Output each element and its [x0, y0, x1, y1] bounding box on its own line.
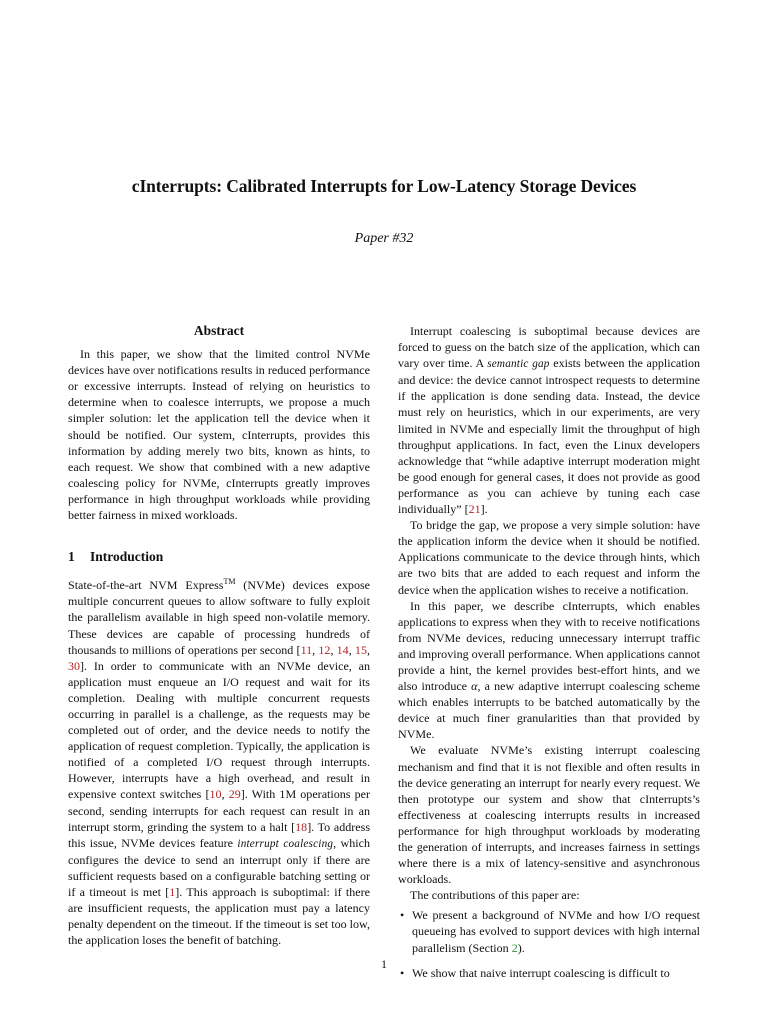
citation-link[interactable]: 1 [169, 885, 176, 899]
citation-link[interactable]: 15 [354, 642, 367, 657]
bullet-icon: • [400, 908, 405, 923]
list-item: • We show that naive interrupt coalescing is difficult to [400, 965, 670, 980]
defined-term: semantic gap [487, 358, 550, 371]
section-title: Introduction [90, 549, 164, 565]
abstract-text: In this paper, we show that the limited control NVMe devices have over notifications results in reduced performance or excessive interrupts. Instead of relying on heuristics to determine when to coalesce interrupts, we propose a much simpler solution: let the application tell the device when it should be notified. Our system, cInterrupts, provides this information by adding merely two bits, known as hints, to each request. We show that combined with a new adaptive coalescing policy for NVMe, cInterrupts greatly improves performance in high throughput workloads while providing better fairness in mixed workloads. [68, 347, 370, 523]
right-column [398, 323, 700, 990]
intro-paragraph-1: State-of-the-art NVM Express™ (NVMe) devices expose multiple concurrent queues to allow software to fully exploit the parallelism available in high speed non-volatile memory. These devices are capable of processing hundreds of thousands to millions of operations per second [11, 12, 14, 15, 30]. In order to communicate with an NVMe device, an application must enqueue an I/O request and wait for its completion. Dealing with multiple concurrent requests occurring in parallel is a challenge, as the requests may be completed out of order, and the device needs to notify the application of request completion. Typically, the application is notified of a completed I/O request through interrupts. However, interrupts have a high overhead, and result in expensive context switches [10, 29]. With 1M operations per second, sending interrupts for each request can result in an interrupt storm, grinding the system to a halt [18]. To address this issue, NVMe devices feature interrupt coalescing, which configures the device to send an interrupt only if there are sufficient requests based on a configurable batching setting or if a timeout is met [1]. This approach is suboptimal: if there are insufficient requests, the application must pay a latency penalty dependent on the timeout. If the timeout is set too low, the application loses the benefit of batching. [68, 577, 371, 948]
paper-subtitle: Paper #32 [354, 231, 414, 246]
intro-paragraph-3: To bridge the gap, we propose a very simple solution: have the application inform the device when it should be notified. Applications communicate to the device through hints, which are two bits that are added to each request and inform the device when the application wishes to receive a notification. [398, 518, 700, 597]
citation-link[interactable]: 18 [295, 819, 308, 834]
trademark-mark: TM [223, 577, 236, 587]
bullet-icon: • [400, 965, 405, 980]
citation-link[interactable]: 21 [468, 502, 481, 517]
citation-link[interactable]: 12 [318, 642, 331, 657]
citation-link[interactable]: 14 [336, 642, 349, 657]
list-item: • We present a background of NVMe and how I/O request queueing has evolved to support devices with high internal parallelism (Section 2). [400, 908, 700, 955]
abstract-heading: Abstract [193, 323, 245, 338]
section-heading-introduction [68, 549, 370, 565]
intro-paragraph-5: We evaluate NVMe’s existing interrupt coalescing mechanism and find that it is not flexible and often results in the device generating an interrupt for nearly every request. We then prototype our system and show that cInterrupts’s effectiveness at coalescing interrupts results in increased performance for high throughput workloads by moderating the generation of interrupts, and increases fairness in settings where there is a mix of latency-sensitive and asynchronous workloads. [398, 743, 700, 887]
section-link[interactable]: 2 [511, 940, 518, 955]
citation-link[interactable]: 11 [300, 642, 313, 657]
citation-link[interactable]: 29 [228, 787, 241, 802]
intro-paragraph-2: Interrupt coalescing is suboptimal because devices are forced to guess on the batch size of the application, which can vary over time. A semantic gap exists between the application and device: the device cannot introspect requests to determine if the application is done sending data. Instead, the device must rely on heuristics, which in our experiments, are very limited in NVMe and especially limit the throughput of high throughput applications. In fact, even the Linux developers acknowledge that “while adaptive interrupt moderation might be good enough for general cases, it does not provide as good performance as you can achieve by tuning each case individually” [21]. [398, 324, 700, 517]
left-column [68, 323, 370, 948]
page-number: 1 [381, 957, 387, 971]
alpha-symbol: α [471, 679, 478, 694]
citation-link[interactable]: 30 [68, 658, 81, 673]
section-number: 1 [68, 549, 75, 565]
intro-paragraph-6: The contributions of this paper are: [410, 888, 580, 903]
citation-link[interactable]: 10 [209, 787, 222, 802]
paper-title: cInterrupts: Calibrated Interrupts for Low-Latency Storage Devices [131, 176, 637, 196]
defined-term: interrupt coalescing [237, 837, 334, 850]
intro-paragraph-4: In this paper, we describe cInterrupts, which enables applications to express when they with to receive notifications from NVMe devices, reducing unnecessary interrupt traffic and improving overall performance. When applications cannot provide a hint, the kernel provides best-effort hints, and we also introduce α, a new adaptive interrupt coalescing scheme which enables interrupts to be batched automatically by the device at much finer granularities than that provided by NVMe. [398, 598, 700, 742]
